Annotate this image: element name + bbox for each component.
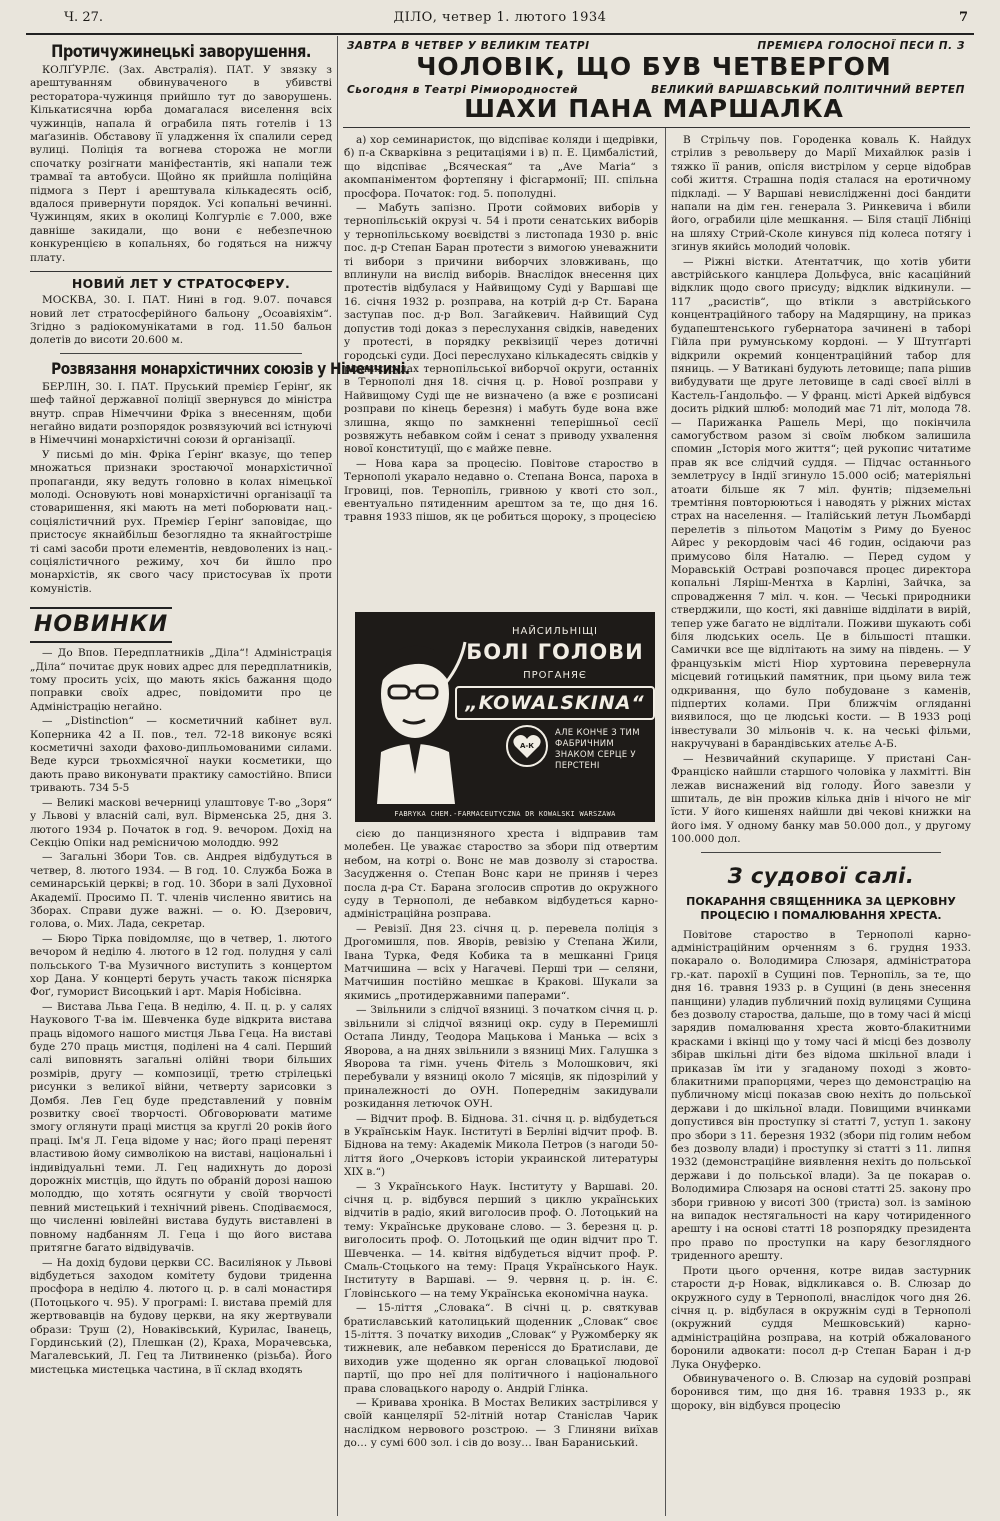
headline: ПОКАРАННЯ СВЯЩЕННИКА ЗА ЦЕРКОВНУ ПРОЦЕСІЮ І ПОМАЛЮВАННЯ ХРЕСТА. (686, 894, 956, 922)
top-rule (26, 33, 974, 35)
banner-line: ПРЕМІЄРА ГОЛОСНОЇ ПЕСИ П. З (757, 40, 965, 52)
article-text: сією до панцизняного хреста і відправив там молебен. Це уважає староство за збори під отвертим небом, на котрі о. Вонс не мав дозволу зі староства. Засудження о. Степан Вонс кари не приняв і через посла д-ра Ст. Барана зголосив спротив до окружного суду в Тернополі, де небавком відбудеться карно-адміністраційна розправа. (344, 828, 658, 921)
ad-headline: НАЙСИЛЬНІЩІ (511, 626, 599, 637)
article-text: — Ревізії. Дня 23. січня ц. р. перевела поліція з Дрогомишля, пов. Яворів, ревізію у Степана Жили, Івана Турка, Федя Кобика та в мешканні Гриця Матчишина — всіх у Нагачеві. Перші три — селяни, Матчишин постійно мешкає в Кракові. Шукали за якимись „протидержавними паперами“. (344, 922, 658, 1002)
banner-title: ЧОЛОВІК, ЩО БУВ ЧЕТВЕРГОМ (416, 52, 892, 81)
column-middle-bottom (344, 828, 658, 1514)
divider (701, 852, 941, 853)
news-item: — „Distinction“ — косметичний кабінет вул. Коперника 42 а ІІ. пов., тел. 72-18 виконує всякі косметичні заходи фахово-дипльомованими силами. Веде курси трьохмісячної науки косметики, що дають право виконувати практику самостійно. Вписи тривають. 734 5-5 (30, 715, 332, 795)
news-item: — Великі маскові вечерниці улаштовує Т-во „Зоря“ у Львові у власній салі, вул. Вірменська 25, дня 3. лютого 1934 р. Початок в год. 9. вечором. Дохід на Секцію Опіки над ремісничою молоддю. 992 (30, 796, 332, 849)
issue-number: Ч. 27. (64, 10, 103, 25)
theatre-banner (343, 38, 965, 124)
news-item: — Бюро Тірка повідомляє, що в четвер, 1. лютого вечором й неділю 4. лютого в 12 год. полудня у салі польського Т-ва Музичного виступить з концертом хор Дана. У концерті беруть участь також піснярка Фоґ, гуморист Висоцький і арт. Марія Нобісівна. (30, 932, 332, 999)
ad-subtext: АЛЕ КОНЧЕ З ТИМ ФАБРИЧНИМ ЗНАКОМ СЕРЦЕ У ПЕРСТЕНІ (555, 728, 640, 771)
article-text: КОЛҐУРЛЄ. (Зах. Австралія). ПАТ. У звязку з арештуванням обвинуваченого в убивстві ресторатора-чужинця прийшло тут до заворушень. Кількатисячна юрба домагалася виселення всіх чужинців, напала й ограбила пять готелів і 13 маґазинів. Обставову її уладження їх спалили серед вулиці. Поліція та вогнева сторожа не могли спочатку розігнати маніфестантів, які напали теж трамваї та автобуси. Щойно як прийшла поліційна підмога з Перт і арештувала кількадесять осіб, вдалося привернути порядок. Усі копальні вечинні. Чужинцям, яких в околиці Колґурліє є 7.000, вже давніше закидали, що вони є небезпечною конкуренцією в копальнях, бо годяться на нижчу плату. (30, 64, 332, 264)
kowalskina-advertisement (355, 612, 655, 822)
article-text: — Нова кара за процесію. Повітове староство в Тернополі укарало недавно о. Степана Вонса, пароха в Ігровиці, пов. Тернопіль, гривною у квоті сто зол., евентуально пятиденним арештом за те, що дня 16. травня 1933 пішов, як це робиться щороку, з процесією (344, 457, 658, 524)
article-text: — 15-ліття „Словака“. В січні ц. р. святкував братиславський католицький щоденник „Словак“ своє 15-ліття. З початку виходив „Словак“ у Ружомберку як тижневик, але небавком перенісся до Братислави, де виходив уже щоденно як орган словацької людової партії, що про неї для політичного і національного права словацького народу о. Андрій Глінка. (344, 1302, 658, 1395)
headline: Протичужинецькі заворушення. (51, 42, 311, 62)
divider (60, 353, 302, 354)
article-text: Обвинуваченого о. В. Слюзар на судовій розправі боронився тим, що дня 16. травня 1933 р., як щороку, він відбувся процесію (671, 1372, 971, 1412)
column-divider (337, 36, 338, 1516)
article-text: Повітове староство в Тернополі карно-адміністраційним орченням з 6. грудня 1933. покарало о. Володимира Слюзаря, адміністратора гр.-кат. парохії в Сущині пов. Тернопіль, за те, що дня 16. травня 1933 р. в Сущині (в день знесення панщини) уладив публичний похід вулицями Сущина без дозволу староства, дальше, що в тому часі й місці зарядив помалювання хреста жовто-блакитними красками і вкінці що у тому часі й місці без дозволу збірав шкільні діти без відома шкільної влади і приказав їм іти у згаданому поході з жовто-блакитними прапорцями, через що демонстрацію на публичному місці показав свою нехіть до польської держави і до шкільної влади. Повищими вчинками допустився він проступку зі статті 7, уступ 1. закону про збори з 11. березня 1932 (збори під голим небом без дозволу влади) і проступку зі статті з 11. липня 1932 (демонстраційне виявлення нехіть до польської держави і до польської влади). За це покарав о. Володимира Слюзаря на основі статті 25. закону про збори гривною у висоті 300 (триста) зол. із заміною на випадок нестягальності на кару чотириденного арешту і на основі статті 18 розпорядку президента про право по проступки на кару безоглядного триденного арешту. (671, 928, 971, 1263)
column-divider (665, 128, 666, 1516)
heart-ring-icon (503, 724, 551, 768)
article-text: МОСКВА, 30. І. ПАТ. Нині в год. 9.07. почався новий лет стратосферійного бальону „Осоавіяхім“. Згідно з радіокомунікатами в год. 11.50 бальон долетів до висоти 20.600 м. (30, 294, 332, 347)
news-item: — Вистава Льва Геца. В неділю, 4. II. ц. р. у салях Наукового Т-ва ім. Шевченка буде відкрита вистава праць відомого нашого мистця Льва Геца. На виставі буде 270 праць мистця, поділені на 4 салі. Перший салі виповнять загальні олійні твори більших розмірів, другу — композиції, третю стрілецькі рисунки з великої війни, четверту зарисовки з Домбя. Лев Гец буде представлений у повнім розвитку своєї творчості. Обговорювати матиме змогу оглянути праці мистця за круглі 20 років його праці. Ім'я Л. Геца відоме у нас; його праці перенят властивою йому символікою на виставі, національні і індивідуальні теми. Л. Гец надихнуть до дорозі дорожніх мистців, що йдуть по обраній дорозі нашою молоддю, що хотять осягнути у своїй творчості певний мистецький і технічний рівень. Сподіваємося, що численні ювілейні вистава будуть виставлені в повному надбанням Л. Геца і що його вистава притягне багато відвідувачів. (30, 1000, 332, 1255)
ad-headline: БОЛІ ГОЛОВИ (466, 640, 644, 664)
article-text: У письмі до мін. Фріка Ґерінґ вказує, що тепер множаться признаки зростаючої монархістичної пропаганди, яку ведуть головно в колах німецької молоді. Основують нові монархістичні організації та стоваришення, які мають на меті поборювати нац.-соціялістичний рух. Премієр Ґерінґ заповідає, що пристосує якнайбільш безоглядно та якнайгостріше ті самі засоби проти елементів, невдоволених із нац.-соціялістичного режиму, хоч би йшло про монархістів, як свого часу пристосував їх проти комуністів. (30, 448, 332, 595)
article-text: а) хор семинаристок, що відспіває коляди і щедрівки, б) п-а Скварківна з рецитаціями і в) п. Е. Цимбалістий, що відспіває „Всяческая“ та „Ave Maria“ з акомпаніментом фортепяну і фісгармонії; ІІІ. спільна просфора. Початок: год. 5. пополудні. (344, 134, 658, 200)
article-text: — Ріжні вістки. Атентатчик, що хотів убити австрійського канцлера Дольфуса, вніс касаційний відклик щодо свого присуду; відклик відкинули. — 117 „расистів“, що втікли з австрійського концентраційного табору на Мадярщину, на приказ будапештенського губернатора зачинені в таборі Гійла при румунському кордоні. — У Штутґарті відкрили окремий концентраційний табор для пяниць. — У Ватикані будують летовище; папа рішив вибудувати ще друге летовище в саді своєї віллі в Кастель-Ґандольфо. — У франц. місті Аркей відбувся досить рідкий шлюб: молодий має 71 літ, молода 78. — Парижанка Рашель Мері, що покінчила самогубством разом зі своїм любком залишила спомин „Історія мого життя“; цей рукопис читатиме прaв як все слідчий суддя. — Підчас останнього землетрусу в Індії згинуло 15.000 осіб; матеріяльні атоати більше як 7 міл. фунтів; підземельні тремтіння повторюються і наводять у ріжних містах страх на населення. — Італійський летун Льомбарді перелетів з пільотом Мацотім з Риму до Буенос Айрес у рекордовім часі 46 годин, осідаючи раз примусово біля Наталю. — Перед судом у Моравській Остраві розпочався процес директора копальні Ляріш-Ментха в Карліні, Зайчка, за спровадження 7 міл. ч. кон. — Чеські природники стверджили, що кості, які давніше відділати в вирій, тепер уже багато не відлітали. Поживи шукають собі біля людських осель. Це в більшості пташки. Самички все ще відлітають на зиму на південь. — У французькім місті Ніор хуртовина перевернула місцевий готицький памятник, при цьому вила теж одкривання, що було побудоване з каменів, підпертих колами. При ближчім огляданні виявилося, що це людські кости. — В 1933 році інвестували 30 мільонів ч. к. на чеські фільми, накручувані в барандівських ательє А-Б. (671, 255, 971, 751)
banner-line: ВЕЛИКИЙ ВАРШАВСЬКИЙ ПОЛІТИЧНИЙ ВЕРТЕП (651, 84, 965, 96)
headline: НОВИЙ ЛЕТ У СТРАТОСФЕРУ. (30, 271, 332, 292)
ad-brand: „KOWALSKINA“ (455, 686, 655, 720)
banner-line: ЗАВТРА В ЧЕТВЕР У ВЕЛИКІМ ТЕАТРІ (347, 40, 590, 52)
column-right (671, 134, 971, 1514)
banner-title: ШАХИ ПАНА МАРШАЛКА (464, 94, 844, 123)
heart-mark-text: А-К (519, 742, 535, 750)
article-text: — Звільнили з слідчої вязниці. З початком січня ц. р. звільнили зі слідчої вязниці окр. суду в Перемишлі Остапа Линду, Теодора Мацькова і Манька — всіх з Яворова, а на днях звільнили з вязниці Мих. Галушка з Яворова та гімн. учень Фітель з Молошкович, які перебували у вязниці около 7 місяців, як підозрілий у приналежності до ОУН. Попереднім закидували розкидання летючок ОУН. (344, 1004, 658, 1111)
man-portrait-icon (357, 624, 467, 804)
column-left (30, 40, 410, 1518)
news-item: — Загальні Збори Тов. св. Андрея відбудуться в четвер, 8. лютого 1934. — В год. 10. Служба Божа в семинарській церкві; в год. 10. Збори в залі Духовної Академії. Просимо П. Т. членів численно явитись на Зборах. Справи дуже важні. — о. Ю. Дзерович, голова, о. Мих. Лада, секретар. (30, 851, 332, 931)
article-text: БЕРЛІН, 30. І. ПАТ. Пруський премієр Ґерінґ, як шеф тайної державної поліції звернувся до міністра внутр. справ Німеччини Фріка з внесенням, щоби негайно видати розпорядок розвязуючий всі істнуючі в Німеччині монархістичні союзи й організації. (30, 380, 332, 447)
banner-line: Сьогодня в Театрі Рімиородностей (347, 84, 579, 96)
news-item: — До Впов. Передплатників „Діла“! Адміністрація „Діла“ почитає друк нових адрес для передплатників, тому просить усіх, що мають якісь бажання щодо поправки своїх адрес, повідомити про це Адміністрацію негайно. (30, 647, 332, 713)
article-text: В Стрільчу пов. Городенка коваль К. Найдух стрілив з револьверу до Марії Михайлюк разів і тяжко її ранив, опісля вистрілом у серце відобрав собі життя. Страшна подія сталася на еротичному підкладі. — У Варшаві невислідженні досі бандити напали на дім ген. генерала З. Ринкевича і вбили його, ограбили ціле мешкання. — Біля стації Лібніці на шляху Стрий-Сколе кинувся під колеса потягу і згинув якийсь молодий чоловік. (671, 134, 971, 254)
article-text: — З Українського Наук. Інституту у Варшаві. 20. січня ц. р. відбувся перший з циклю українських відчитів в радіо, який виголосив проф. О. Лотоцький на тему: Українське друковане слово. — 3. березня ц. р. виголосить проф. О. Лотоцький ще один відчит про Т. Шевченка. — 14. квітня відбудеться відчит проф. Р. Смаль-Стоцького на тему: Праця Українського Наук. Інституту в Варшаві. — 9. червня ц. р. ін. Є. Ґловінського — на тему Українська економічна наука. (344, 1180, 658, 1300)
ad-headline: ПРОГАНЯЄ (523, 670, 587, 681)
article-text: — Відчит проф. В. Біднова. 31. січня ц. р. відбудеться в Українськім Наук. Інституті в Берліні відчит проф. В. Біднова на тему: Академік Микола Петров (з нагоди 50-ліття його „Очерковъ історіи украинской литературы XIX в.“) (344, 1112, 658, 1179)
banner-rule (343, 127, 970, 128)
headline: Розвязання монархістичних союзів у Німеччині. (51, 358, 410, 378)
section-title: З судової салі. (727, 863, 915, 888)
column-middle-top (344, 134, 658, 606)
article-text: — Кривава хроніка. В Мостах Великих застрілився у своїй канцелярії 52-літній нотар Станіслав Чарик наслідком нервового розстрою. — З Глиняни виїхав до… у сумі 600 зол. і сів до возу… Іван Бараниський. (344, 1397, 658, 1450)
page-number: 7 (958, 10, 968, 25)
masthead (30, 8, 970, 28)
section-title: НОВИНКИ (30, 607, 172, 643)
masthead-title: ДІЛО, четвер 1. лютого 1934 (393, 10, 607, 25)
ad-footer: FABRYKA CHEM.-FARMACEUTYCZNA DR KOWALSKI WARSZAWA (394, 810, 616, 818)
article-text: — Незвичайний скупарище. У пристані Сан-Франціско найшли старшого чоловіка у лахмітті. Він лежав виснажений від голоду. Його завезли у шпиталь, де він прожив кілька днів і нічого не міг їсти. У його кишенях найшли дві чекові книжки на його імя. У одному банку мав 50.000 дол., у другому 100.000 дол. (671, 752, 971, 846)
article-text: — Мабуть запізно. Проти соймових виборів у тернопільській окрузі ч. 54 і проти сенатських виборів у тернопільському воєвідстві з листопада 1930 р. вніс пос. д-р Степан Баран протести з вимогою уневажнити ті вибори з причини виборчих зловживань, що вплинули на вислід виборів. Внаслідок внесення цих протестів відбулася у Найвищому Суді у Варшаві ще 16. січня 1932 р. розправа, на котрій д-р Ст. Барана заступав пос. д-р Вол. Загайкевич. Найвищий Суд допустив тоді доказ з переслухання свідків, наведених у протесті, в порядку реквізиції через дотичні городські суди. Досі переслухано кількадесять свідків у ріжних судах тернопільської виборчої округи, останніх в Тернополі дня 18. січня ц. р. Нової розправи у Найвищому Суді ще не визначено (а вже є розписані розправи по кінець березня) і мабуть буде вона вже злишна, якщо по замкненні теперішньої сесії розвяжуть небавком сойм і сенат з приводу ухвалення нової конституції, що є майже певне. (344, 202, 658, 456)
news-item: — На дохід будови церкви СС. Василіянок у Львові відбудеться заходом комітету будови триденна просфора в неділю 4. лютого ц. р. в салі монастиря (Потоцького ч. 95). У програмі: І. вистава премій для жертвовавців на будову церкви, на яку жертвували образи: Труш (2), Новаківський, Курилас, Іванець, Гординський (2), Плешкан (2), Крaха, Морачевська, Магалевський, Л. Гец та Литвиненко (різьба). Його мистецька мистецька частина, в її склад входять (30, 1256, 332, 1376)
article-text: Проти цього орчення, котре видав застурник старости д-р Новак, відкликався о. В. Слюзар до окружного суду в Тернополі, внаслідок чого дня 26. січня ц. р. відбулася в окружнім суді в Тернополі (окружний суддя Мешковський) карно-адміністраційна розправа, на котрій обжалованого боронили адвокати: посол д-р Степан Баран і д-р Лука Онуферко. (671, 1264, 971, 1371)
